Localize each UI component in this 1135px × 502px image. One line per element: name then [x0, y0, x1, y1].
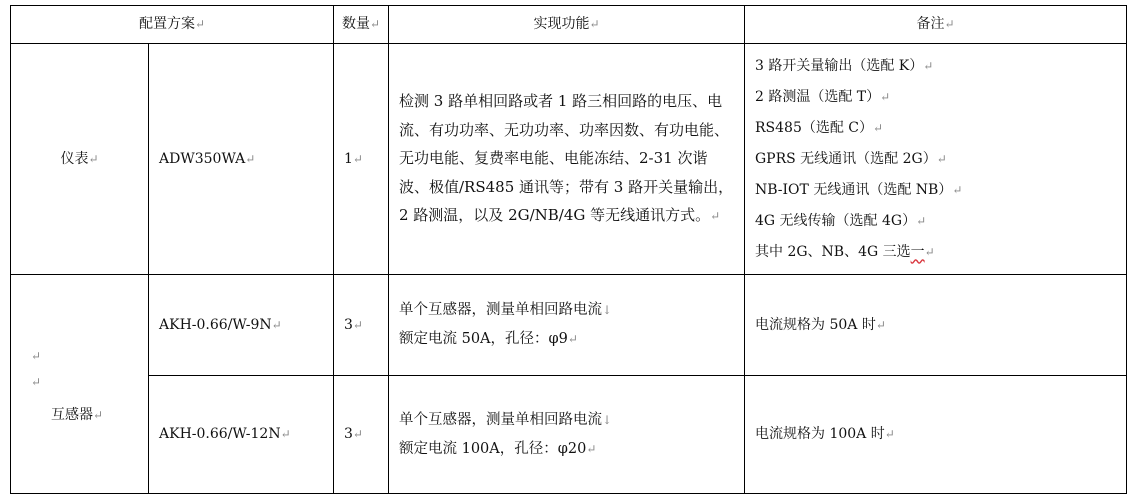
ct1-model: AKH-0.66/W-9N	[159, 316, 272, 333]
ct1-remark-cell	[745, 275, 1127, 376]
ct-category-cell	[11, 275, 149, 494]
remark-text: RS485（选配 C）	[755, 119, 874, 136]
remark-text: 其中 2G、NB、4G 三选	[755, 243, 911, 260]
ct2-remark-cell	[745, 376, 1127, 494]
return-mark: ↵	[352, 151, 363, 166]
return-mark: ↵	[873, 120, 884, 135]
ct1-qty: 3	[344, 316, 353, 333]
return-mark: ↵	[936, 151, 947, 166]
ct2-model: AKH-0.66/W-12N	[159, 426, 281, 443]
remark-line	[745, 144, 1126, 175]
return-mark: ↵	[245, 151, 256, 166]
ct1-model-cell	[149, 275, 334, 376]
meter-remark-cell	[745, 44, 1127, 275]
meter-model-cell	[149, 44, 334, 275]
remark-text: 3 路开关量输出（选配 K）	[755, 57, 924, 74]
return-mark: ↵	[567, 332, 578, 346]
return-mark: ↵	[352, 427, 363, 442]
header-row	[11, 6, 1127, 44]
return-mark: ↵	[875, 317, 886, 332]
meter-category-cell	[11, 44, 149, 275]
ct-category: 互感器	[51, 407, 93, 423]
spellcheck-marked-text: 一	[910, 243, 925, 260]
return-mark: ↵	[944, 17, 955, 32]
header-scheme-text: 配置方案	[138, 16, 195, 33]
ct1-remark: 电流规格为 50A 时	[755, 316, 876, 333]
return-mark: ↵	[923, 58, 934, 73]
return-mark: ↵	[369, 17, 381, 32]
meter-function-cell	[389, 44, 745, 275]
line-break-mark: ↓	[602, 412, 613, 427]
ct1-function-line1	[399, 296, 744, 325]
config-table	[10, 5, 1127, 494]
meter-qty-cell	[334, 44, 389, 275]
remark-text: 4G 无线传输（选配 4G）	[755, 212, 917, 229]
return-mark: ↵	[88, 151, 99, 166]
return-mark: ↵	[271, 317, 282, 332]
remark-line	[745, 175, 1126, 206]
return-mark: ↵	[710, 209, 721, 224]
meter-model: ADW350WA	[159, 150, 246, 167]
meter-category: 仪表	[60, 150, 89, 167]
header-qty	[334, 6, 389, 44]
ct2-model-cell	[149, 376, 334, 494]
function-text: 单个互感器，测量单相回路电流	[399, 302, 602, 318]
remark-line	[745, 82, 1126, 113]
ct2-qty-cell	[334, 376, 389, 494]
ct2-remark: 电流规格为 100A 时	[755, 426, 885, 443]
function-text: 额定电流 50A，孔径：φ9	[399, 331, 568, 347]
return-mark: ↵	[194, 17, 206, 32]
return-mark: ↵	[352, 317, 363, 332]
remark-line	[745, 237, 1126, 268]
empty-paragraphs	[31, 343, 41, 395]
ct2-function-cell	[389, 376, 745, 494]
function-text: 单个互感器，测量单相回路电流	[399, 411, 602, 428]
return-mark: ↵	[884, 427, 895, 442]
remark-text: 2 路测温（选配 T）	[755, 88, 881, 105]
ct1-function-line2	[399, 325, 744, 354]
remark-line	[745, 113, 1126, 144]
ct-row-2	[11, 376, 1127, 494]
ct-category-wrap	[51, 407, 103, 424]
ct2-qty: 3	[344, 426, 353, 443]
line-break-mark: ↓	[602, 303, 613, 317]
return-mark: ↵	[31, 349, 42, 363]
ct2-function-line1	[399, 406, 744, 435]
return-mark: ↵	[924, 244, 935, 259]
remark-line	[745, 206, 1126, 237]
return-mark: ↵	[93, 408, 104, 422]
header-scheme	[11, 6, 334, 44]
header-function-text: 实现功能	[533, 16, 590, 33]
ct1-function-cell	[389, 275, 745, 376]
remark-text: NB-IOT 无线通讯（选配 NB）	[755, 181, 953, 198]
ct2-function-line2	[399, 435, 744, 464]
header-remark	[745, 6, 1127, 44]
ct1-qty-cell	[334, 275, 389, 376]
remark-line	[745, 51, 1126, 82]
return-mark: ↵	[952, 182, 963, 197]
remark-text: GPRS 无线通讯（选配 2G）	[755, 150, 937, 167]
meter-qty: 1	[344, 150, 353, 167]
return-mark: ↵	[280, 427, 291, 442]
return-mark: ↵	[880, 89, 891, 104]
ct-row-1	[11, 275, 1127, 376]
document-page	[10, 5, 1127, 494]
meter-row	[11, 44, 1127, 275]
return-mark: ↵	[586, 441, 597, 456]
header-remark-text: 备注	[916, 16, 945, 33]
meter-function: 检测 3 路单相回路或者 1 路三相回路的电压、电流、有功功率、无功功率、功率因数、有功电能、无功电能、复费率电能、电能冻结、2-31 次谐波、极值/RS485 通讯等；带有 3 路开关量输出，2 路测温，以及 2G/NB/4G 等无线通讯方式。	[399, 92, 734, 225]
return-mark: ↵	[31, 375, 42, 389]
return-mark: ↵	[589, 17, 600, 32]
header-qty-text: 数量	[341, 16, 370, 33]
header-function	[389, 6, 745, 44]
function-text: 额定电流 100A，孔径：φ20	[399, 440, 587, 457]
return-mark: ↵	[916, 213, 927, 228]
